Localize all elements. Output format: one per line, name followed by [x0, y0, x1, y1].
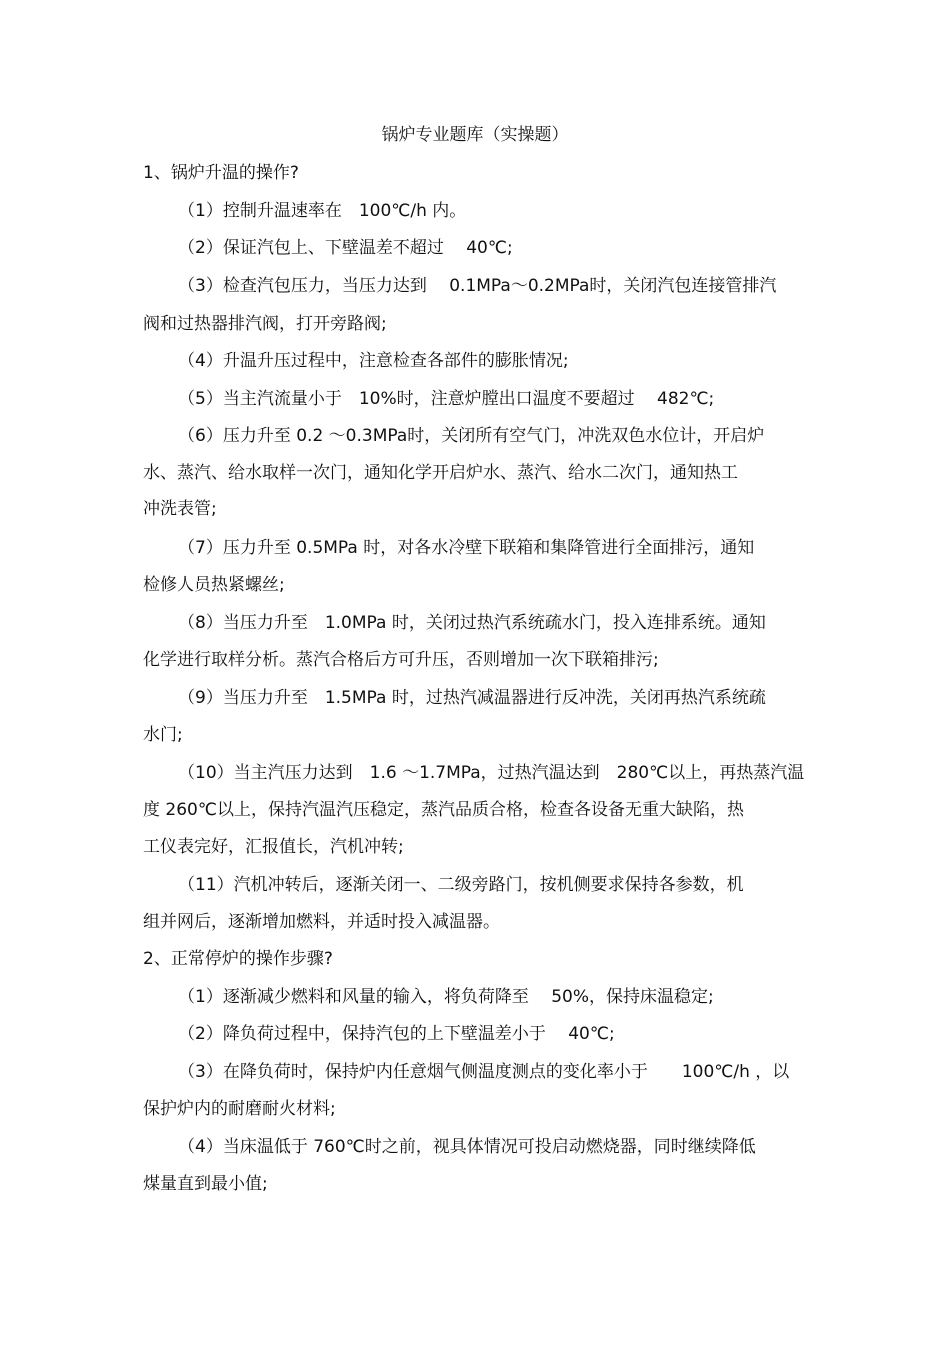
paragraph-line: 化学进行取样分析。蒸汽合格后方可升压，否则增加一次下联箱排污;: [143, 650, 659, 670]
paragraph-line: （2）保证汽包上、下壁温差不超过 40℃;: [178, 238, 513, 258]
paragraph-line: 水、蒸汽、给水取样一次门，通知化学开启炉水、蒸汽、给水二次门，通知热工: [143, 463, 738, 483]
paragraph-line: 度 260℃以上，保持汽温汽压稳定，蒸汽品质合格，检查各设备无重大缺陷，热: [143, 800, 744, 820]
paragraph-line: 煤量直到最小值;: [143, 1174, 268, 1194]
paragraph-line: （5）当主汽流量小于 10%时，注意炉膛出口温度不要超过 482℃;: [178, 389, 715, 409]
paragraph-line: 保护炉内的耐磨耐火材料;: [143, 1099, 336, 1119]
question-2-heading: 2、正常停炉的操作步骤?: [143, 949, 333, 969]
paragraph-line: （4）升温升压过程中，注意检查各部件的膨胀情况;: [178, 351, 569, 371]
question-1-heading: 1、锅炉升温的操作?: [143, 163, 299, 183]
paragraph-line: （3）检查汽包压力，当压力达到 0.1MPa～0.2MPa时，关闭汽包连接管排汽: [178, 276, 777, 296]
paragraph-line: （6）压力升至 0.2 ～0.3MPa时，关闭所有空气门，冲洗双色水位计，开启炉: [178, 426, 765, 446]
paragraph-line: 冲洗表管;: [143, 499, 217, 519]
paragraph-line: （1）控制升温速率在 100℃/h 内。: [178, 201, 467, 221]
paragraph-line: （9）当压力升至 1.5MPa 时，过热汽减温器进行反冲洗，关闭再热汽系统疏: [178, 688, 766, 708]
paragraph-line: （11）汽机冲转后，逐渐关闭一、二级旁路门，按机侧要求保持各参数，机: [178, 875, 744, 895]
paragraph-line: （2）降负荷过程中，保持汽包的上下壁温差小于 40℃;: [178, 1024, 615, 1044]
paragraph-line: （7）压力升至 0.5MPa 时，对各水冷壁下联箱和集降管进行全面排污，通知: [178, 538, 755, 558]
paragraph-line: 阀和过热器排汽阀，打开旁路阀;: [143, 314, 387, 334]
document-title: 锅炉专业题库（实操题）: [381, 125, 569, 145]
paragraph-line: （4）当床温低于 760℃时之前，视具体情况可投启动燃烧器，同时继续降低: [178, 1137, 756, 1157]
paragraph-line: （10）当主汽压力达到 1.6 ～1.7MPa，过热汽温达到 280℃以上，再热蒸汽温: [178, 763, 805, 783]
paragraph-line: （1）逐渐减少燃料和风量的输入，将负荷降至 50%，保持床温稳定;: [178, 987, 714, 1007]
paragraph-line: 水门;: [143, 725, 183, 745]
paragraph-line: （3）在降负荷时，保持炉内任意烟气侧温度测点的变化率小于 100℃/h ，以: [178, 1062, 790, 1082]
paragraph-line: （8）当压力升至 1.0MPa 时，关闭过热汽系统疏水门，投入连排系统。通知: [178, 613, 766, 633]
paragraph-line: 组并网后，逐渐增加燃料，并适时投入减温器。: [143, 912, 500, 932]
paragraph-line: 工仪表完好，汇报值长，汽机冲转;: [143, 837, 404, 857]
paragraph-line: 检修人员热紧螺丝;: [143, 575, 285, 595]
